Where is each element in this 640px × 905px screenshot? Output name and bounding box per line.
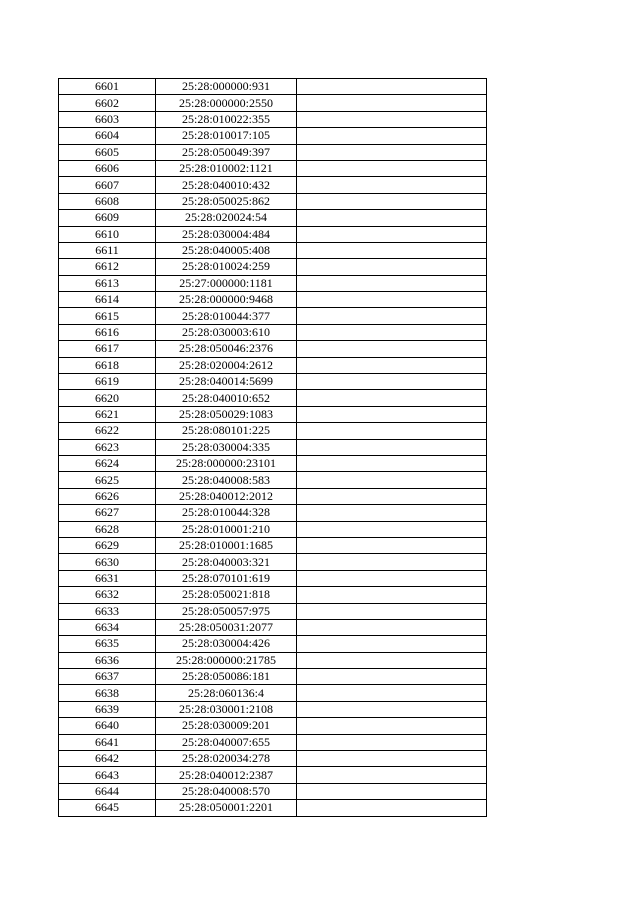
row-number-cell: 6620 xyxy=(59,390,156,406)
cadastral-number-cell: 25:28:050029:1083 xyxy=(156,406,297,422)
row-number-cell: 6617 xyxy=(59,341,156,357)
empty-cell xyxy=(297,537,487,553)
table-row xyxy=(59,95,487,111)
row-number-cell: 6601 xyxy=(59,79,156,95)
table-row xyxy=(59,193,487,209)
table-row xyxy=(59,455,487,471)
row-number-cell: 6619 xyxy=(59,374,156,390)
cadastral-number-cell: 25:28:070101:619 xyxy=(156,570,297,586)
empty-cell xyxy=(297,308,487,324)
cadastral-number-cell: 25:28:010044:377 xyxy=(156,308,297,324)
cadastral-number-cell: 25:28:040014:5699 xyxy=(156,374,297,390)
table-row xyxy=(59,521,487,537)
row-number-cell: 6631 xyxy=(59,570,156,586)
empty-cell xyxy=(297,193,487,209)
row-number-cell: 6638 xyxy=(59,685,156,701)
table-row xyxy=(59,308,487,324)
cadastral-number-cell: 25:27:000000:1181 xyxy=(156,275,297,291)
empty-cell xyxy=(297,390,487,406)
row-number-cell: 6633 xyxy=(59,603,156,619)
table-row xyxy=(59,636,487,652)
row-number-cell: 6608 xyxy=(59,193,156,209)
row-number-cell: 6645 xyxy=(59,800,156,816)
empty-cell xyxy=(297,423,487,439)
row-number-cell: 6610 xyxy=(59,226,156,242)
cadastral-number-cell: 25:28:000000:23101 xyxy=(156,455,297,471)
table-row xyxy=(59,652,487,668)
table-row xyxy=(59,767,487,783)
table-row xyxy=(59,226,487,242)
row-number-cell: 6637 xyxy=(59,669,156,685)
table-row xyxy=(59,374,487,390)
empty-cell xyxy=(297,242,487,258)
empty-cell xyxy=(297,570,487,586)
table-row xyxy=(59,718,487,734)
cadastral-number-cell: 25:28:050025:862 xyxy=(156,193,297,209)
cadastral-number-cell: 25:28:040012:2012 xyxy=(156,488,297,504)
table-row xyxy=(59,701,487,717)
cadastral-number-cell: 25:28:040007:655 xyxy=(156,734,297,750)
empty-cell xyxy=(297,554,487,570)
table-row xyxy=(59,537,487,553)
cadastral-number-cell: 25:28:020034:278 xyxy=(156,751,297,767)
table-row xyxy=(59,669,487,685)
empty-cell xyxy=(297,505,487,521)
row-number-cell: 6611 xyxy=(59,242,156,258)
table-row xyxy=(59,144,487,160)
row-number-cell: 6634 xyxy=(59,619,156,635)
row-number-cell: 6632 xyxy=(59,587,156,603)
row-number-cell: 6641 xyxy=(59,734,156,750)
table-row xyxy=(59,423,487,439)
empty-cell xyxy=(297,226,487,242)
cadastral-number-cell: 25:28:050057:975 xyxy=(156,603,297,619)
cadastral-number-cell: 25:28:050021:818 xyxy=(156,587,297,603)
table-row xyxy=(59,177,487,193)
empty-cell xyxy=(297,341,487,357)
cadastral-number-cell: 25:28:000000:2550 xyxy=(156,95,297,111)
cadastral-number-cell: 25:28:040012:2387 xyxy=(156,767,297,783)
cadastral-number-cell: 25:28:050031:2077 xyxy=(156,619,297,635)
cadastral-number-cell: 25:28:050049:397 xyxy=(156,144,297,160)
empty-cell xyxy=(297,275,487,291)
row-number-cell: 6639 xyxy=(59,701,156,717)
empty-cell xyxy=(297,521,487,537)
empty-cell xyxy=(297,636,487,652)
empty-cell xyxy=(297,472,487,488)
empty-cell xyxy=(297,79,487,95)
table-row xyxy=(59,390,487,406)
table-row xyxy=(59,783,487,799)
cadastral-number-cell: 25:28:010001:210 xyxy=(156,521,297,537)
cadastral-number-cell: 25:28:000000:931 xyxy=(156,79,297,95)
table-row xyxy=(59,275,487,291)
table-row xyxy=(59,570,487,586)
row-number-cell: 6604 xyxy=(59,128,156,144)
cadastral-number-cell: 25:28:010001:1685 xyxy=(156,537,297,553)
table-row xyxy=(59,472,487,488)
row-number-cell: 6609 xyxy=(59,210,156,226)
empty-cell xyxy=(297,669,487,685)
empty-cell xyxy=(297,734,487,750)
cadastral-number-cell: 25:28:030001:2108 xyxy=(156,701,297,717)
empty-cell xyxy=(297,177,487,193)
row-number-cell: 6627 xyxy=(59,505,156,521)
table-row xyxy=(59,505,487,521)
table-row xyxy=(59,128,487,144)
empty-cell xyxy=(297,324,487,340)
empty-cell xyxy=(297,800,487,816)
cadastral-number-cell: 25:28:010022:355 xyxy=(156,111,297,127)
cadastral-number-cell: 25:28:050001:2201 xyxy=(156,800,297,816)
row-number-cell: 6614 xyxy=(59,292,156,308)
row-number-cell: 6636 xyxy=(59,652,156,668)
cadastral-number-table xyxy=(58,78,487,817)
cadastral-number-cell: 25:28:040005:408 xyxy=(156,242,297,258)
cadastral-number-cell: 25:28:010044:328 xyxy=(156,505,297,521)
empty-cell xyxy=(297,111,487,127)
empty-cell xyxy=(297,292,487,308)
table-body xyxy=(59,79,487,817)
cadastral-number-cell: 25:28:060136:4 xyxy=(156,685,297,701)
table-row xyxy=(59,324,487,340)
cadastral-number-cell: 25:28:010024:259 xyxy=(156,259,297,275)
row-number-cell: 6640 xyxy=(59,718,156,734)
cadastral-number-cell: 25:28:040008:583 xyxy=(156,472,297,488)
empty-cell xyxy=(297,128,487,144)
table-row xyxy=(59,603,487,619)
cadastral-number-cell: 25:28:000000:9468 xyxy=(156,292,297,308)
row-number-cell: 6624 xyxy=(59,455,156,471)
empty-cell xyxy=(297,357,487,373)
row-number-cell: 6618 xyxy=(59,357,156,373)
empty-cell xyxy=(297,439,487,455)
table-row xyxy=(59,341,487,357)
row-number-cell: 6629 xyxy=(59,537,156,553)
table-row xyxy=(59,242,487,258)
row-number-cell: 6628 xyxy=(59,521,156,537)
empty-cell xyxy=(297,488,487,504)
row-number-cell: 6615 xyxy=(59,308,156,324)
row-number-cell: 6606 xyxy=(59,160,156,176)
empty-cell xyxy=(297,652,487,668)
empty-cell xyxy=(297,767,487,783)
cadastral-number-cell: 25:28:040003:321 xyxy=(156,554,297,570)
cadastral-number-cell: 25:28:030004:335 xyxy=(156,439,297,455)
table-row xyxy=(59,259,487,275)
table-row xyxy=(59,587,487,603)
table-row xyxy=(59,406,487,422)
row-number-cell: 6625 xyxy=(59,472,156,488)
empty-cell xyxy=(297,210,487,226)
row-number-cell: 6607 xyxy=(59,177,156,193)
cadastral-number-cell: 25:28:050086:181 xyxy=(156,669,297,685)
row-number-cell: 6612 xyxy=(59,259,156,275)
cadastral-number-cell: 25:28:040008:570 xyxy=(156,783,297,799)
table-row xyxy=(59,488,487,504)
table-row xyxy=(59,357,487,373)
row-number-cell: 6626 xyxy=(59,488,156,504)
empty-cell xyxy=(297,783,487,799)
cadastral-number-cell: 25:28:020024:54 xyxy=(156,210,297,226)
empty-cell xyxy=(297,751,487,767)
cadastral-number-cell: 25:28:040010:432 xyxy=(156,177,297,193)
empty-cell xyxy=(297,587,487,603)
cadastral-number-cell: 25:28:010002:1121 xyxy=(156,160,297,176)
cadastral-number-cell: 25:28:030004:426 xyxy=(156,636,297,652)
table-row xyxy=(59,292,487,308)
table-row xyxy=(59,439,487,455)
empty-cell xyxy=(297,95,487,111)
row-number-cell: 6622 xyxy=(59,423,156,439)
cadastral-number-cell: 25:28:080101:225 xyxy=(156,423,297,439)
cadastral-number-cell: 25:28:040010:652 xyxy=(156,390,297,406)
table-row xyxy=(59,160,487,176)
table-row xyxy=(59,619,487,635)
empty-cell xyxy=(297,685,487,701)
row-number-cell: 6644 xyxy=(59,783,156,799)
table-row xyxy=(59,734,487,750)
table-row xyxy=(59,79,487,95)
table-row xyxy=(59,800,487,816)
row-number-cell: 6616 xyxy=(59,324,156,340)
empty-cell xyxy=(297,603,487,619)
row-number-cell: 6623 xyxy=(59,439,156,455)
cadastral-number-cell: 25:28:050046:2376 xyxy=(156,341,297,357)
empty-cell xyxy=(297,455,487,471)
empty-cell xyxy=(297,259,487,275)
table-row xyxy=(59,685,487,701)
row-number-cell: 6602 xyxy=(59,95,156,111)
row-number-cell: 6643 xyxy=(59,767,156,783)
cadastral-number-cell: 25:28:030009:201 xyxy=(156,718,297,734)
row-number-cell: 6613 xyxy=(59,275,156,291)
table-row xyxy=(59,111,487,127)
table-row xyxy=(59,210,487,226)
empty-cell xyxy=(297,374,487,390)
cadastral-number-cell: 25:28:030003:610 xyxy=(156,324,297,340)
empty-cell xyxy=(297,619,487,635)
row-number-cell: 6635 xyxy=(59,636,156,652)
cadastral-number-cell: 25:28:030004:484 xyxy=(156,226,297,242)
table-row xyxy=(59,751,487,767)
empty-cell xyxy=(297,718,487,734)
row-number-cell: 6605 xyxy=(59,144,156,160)
row-number-cell: 6603 xyxy=(59,111,156,127)
cadastral-number-cell: 25:28:000000:21785 xyxy=(156,652,297,668)
row-number-cell: 6630 xyxy=(59,554,156,570)
cadastral-number-cell: 25:28:020004:2612 xyxy=(156,357,297,373)
cadastral-number-cell: 25:28:010017:105 xyxy=(156,128,297,144)
row-number-cell: 6642 xyxy=(59,751,156,767)
empty-cell xyxy=(297,406,487,422)
empty-cell xyxy=(297,144,487,160)
empty-cell xyxy=(297,160,487,176)
table-row xyxy=(59,554,487,570)
empty-cell xyxy=(297,701,487,717)
row-number-cell: 6621 xyxy=(59,406,156,422)
